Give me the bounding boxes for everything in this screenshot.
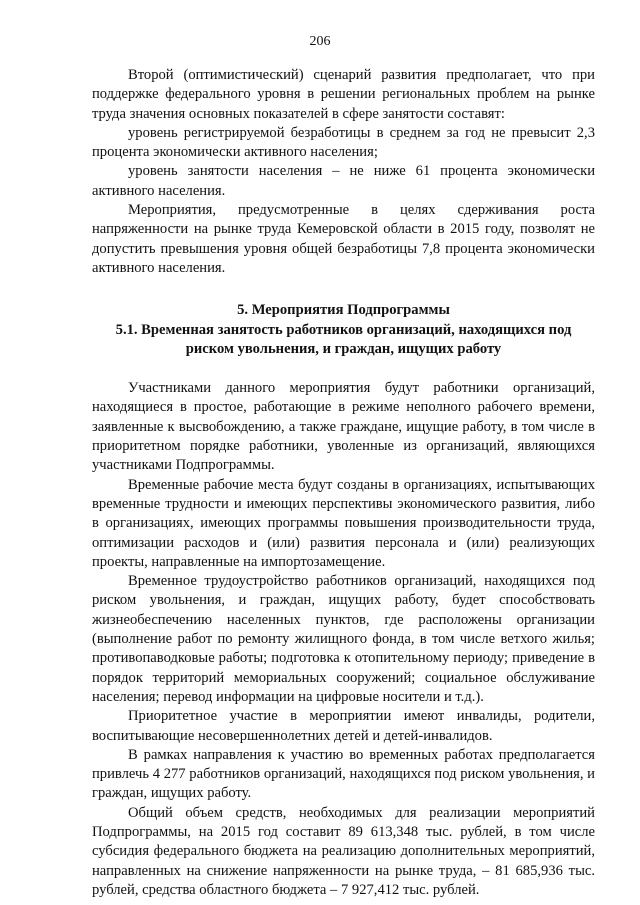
paragraph-unemployment-level: уровень регистрируемой безработицы в среднем за год не превысит 2,3 процента экономически активного населения;: [92, 124, 595, 161]
paragraph-funding: Общий объем средств, необходимых для реализации мероприятий Подпрограммы, на 2015 год составит 89 613,348 тыс. рублей, в том числе субсидия федерального бюджета на реализацию дополнительных мероприятий, направленных на снижение напряженности на рынке труда, – 81 685,936 тыс. рублей, средства областного бюджета – 7 927,412 тыс. рублей.: [92, 804, 595, 898]
page-number: 206: [309, 34, 331, 49]
section-spacer: [92, 278, 595, 301]
paragraph-measures-2015: Мероприятия, предусмотренные в целях сдерживания роста напряженности на рынке труда Кемеровской области в 2015 году, позволят не допустить превышения уровня общей безработицы 7,8 процента экономически активного населения.: [92, 202, 595, 276]
section-heading: 5. Мероприятия Подпрограммы: [237, 302, 450, 319]
paragraph-participants: Участниками данного мероприятия будут работники организаций, находящиеся в простое, работающие в режиме неполного рабочего времени, заявленные к высвобождению, а также граждане, ищущие работу, в том числе в приоритетном порядке работники, уволенные из организаций, являющихся участниками Подпрограммы.: [92, 380, 595, 474]
subsection-heading: 5.1. Временная занятость работников организаций, находящихся под риском увольнения, и граждан, ищущих работу: [115, 321, 572, 357]
paragraph-workers-count: В рамках направления к участию во временных работах предполагается привлечь 4 277 работников организаций, находящихся под риском увольнения, и граждан, ищущих работу.: [92, 746, 595, 802]
paragraph-employment-level: уровень занятости населения – не ниже 61 процента экономически активного населения.: [92, 163, 595, 199]
paragraph-temporary-employment: Временное трудоустройство работников организаций, находящихся под риском увольнения, и граждан, ищущих работу, будет способствовать жизнеобеспечению населенных пунктов, где расположены организации (выполнение работ по ремонту жилищного фонда, в том числе ветхого жилья; противопаводковые работы; подготовка к отопительному периоду; приведение в порядок территорий мемориальных сооружений; социальное обслуживание населения; перевод информации на цифровые носители и т.д.).: [92, 573, 595, 705]
document-body: [92, 66, 595, 900]
paragraph-priority-participation: Приоритетное участие в мероприятии имеют инвалиды, родители, воспитывающие несовершеннолетних детей и детей-инвалидов.: [92, 708, 595, 744]
paragraph-scenario-intro: Второй (оптимистический) сценарий развития предполагает, что при поддержке федерального уровня в решении региональных проблем на рынке труда значения основных показателей в сфере занятости составят:: [92, 67, 595, 122]
subsection-spacer: [92, 359, 595, 379]
paragraph-temporary-jobs: Временные рабочие места будут созданы в организациях, испытывающих временные трудности и имеющих перспективы экономического развития, либо в организациях, имеющих программы повышения производительности труда, оптимизации расходов и (или) развития персонала и (или) реализующих проекты, направленные на импортозамещение.: [92, 476, 595, 570]
